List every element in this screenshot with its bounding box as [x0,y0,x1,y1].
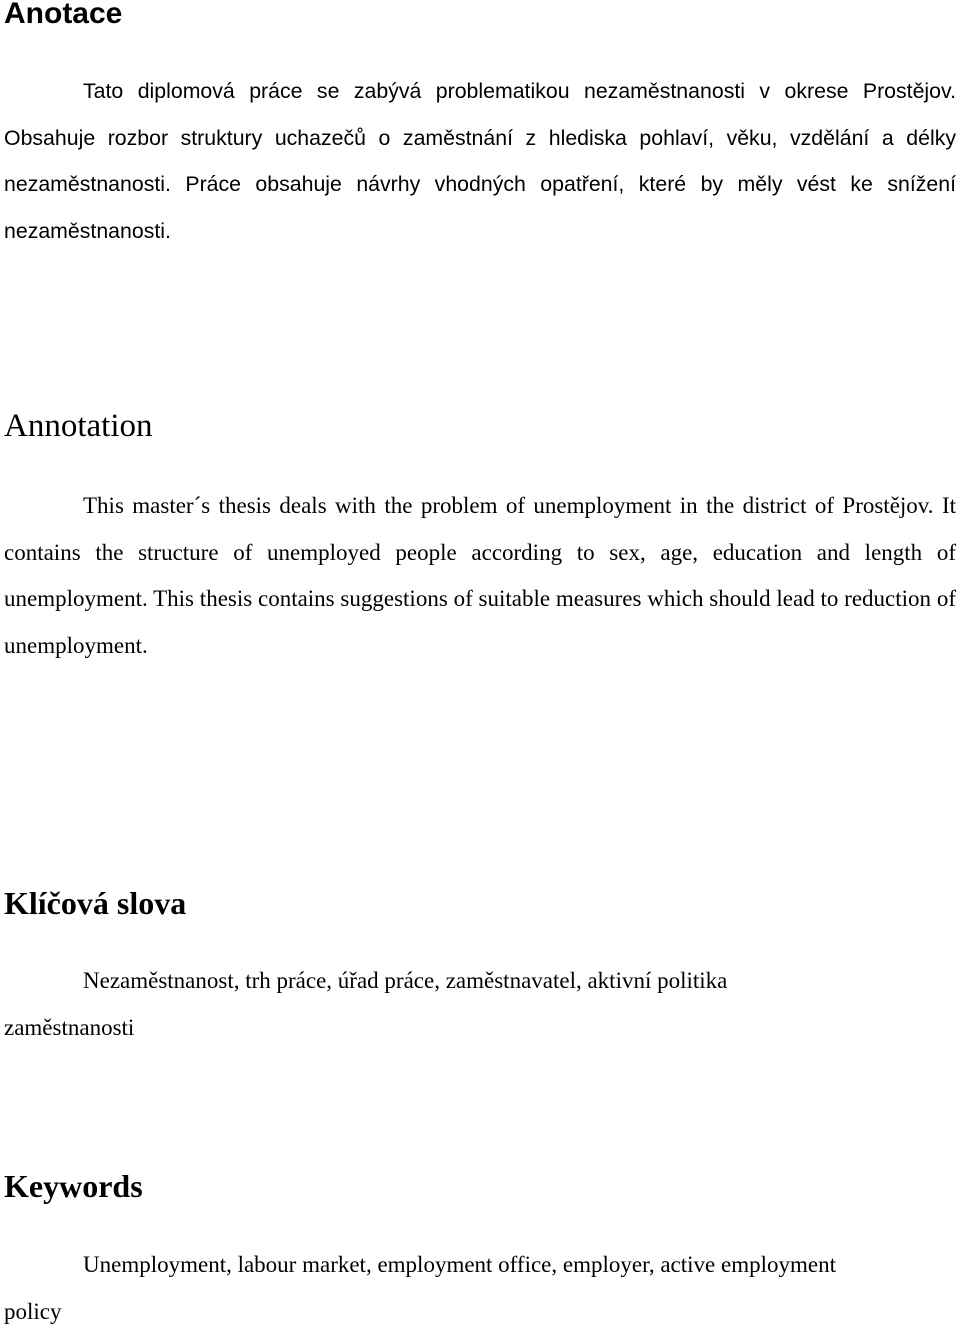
paragraph-keywords: Unemployment, labour market, employment office, employer, active employment policy [4,1252,836,1324]
heading-anotace: Anotace [4,0,123,30]
paragraph-annotation: This master´s thesis deals with the problem of unemployment in the district of Prostějov. It contains the structure of unemployed people according to sex, age, education and length of unemployment. This thesis contains suggestions of suitable measures which should lead to reduction of unemployment. [4,493,956,658]
heading-annotation: Annotation [4,408,153,444]
paragraph-anotace: Tato diplomová práce se zabývá problematikou nezaměstnanosti v okrese Prostějov. Obsahuje rozbor struktury uchazečů o zaměstnání z hlediska pohlaví, věku, vzdělání a délky nezaměstnanosti. Práce obsahuje návrhy vhodných opatření, které by měly vést ke snížení nezaměstnanosti. [4,79,956,243]
heading-klicova-slova: Klíčová slova [4,885,187,921]
heading-keywords: Keywords [4,1168,143,1204]
paragraph-klicova-slova: Nezaměstnanost, trh práce, úřad práce, zaměstnavatel, aktivní politika zaměstnanosti [4,968,728,1040]
